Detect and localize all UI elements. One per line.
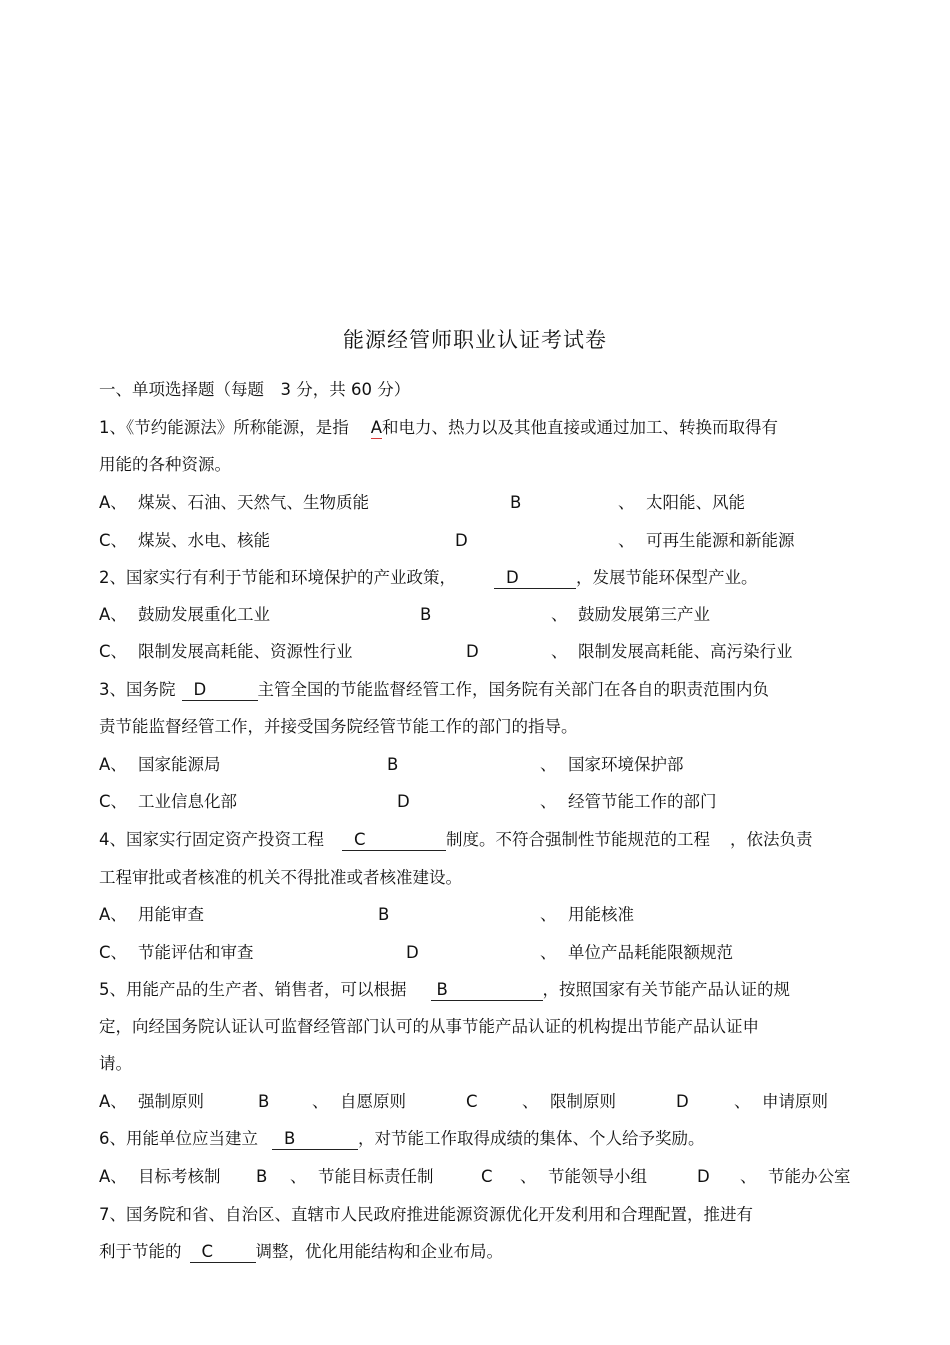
option-label: D (397, 792, 410, 811)
answer-blank: C (342, 829, 446, 851)
option-text: 节能办公室 (768, 1167, 851, 1186)
question-3-line-2: 责节能监督经管工作，并接受国务院经管节能工作的部门的指导。 (99, 717, 578, 736)
option-separator: 、 (551, 605, 568, 624)
option-text: 节能领导小组 (548, 1167, 647, 1186)
option-label: C (466, 1092, 478, 1111)
option-label: D (676, 1092, 689, 1111)
option-label: C (481, 1167, 493, 1186)
option-label: D (466, 642, 479, 661)
option-label: A、 (99, 755, 127, 774)
option-label: B (256, 1167, 268, 1186)
answer-blank: D (182, 679, 258, 701)
question-5-line-1: 5、用能产品的生产者、销售者，可以根据 B ，按照国家有关节能产品认证的规 (99, 980, 790, 999)
option-separator: 、 (540, 792, 557, 811)
option-separator: 、 (618, 493, 635, 512)
option-text: 限制发展高耗能、高污染行业 (578, 642, 793, 661)
option-separator: 、 (740, 1167, 757, 1186)
option-text: 国家环境保护部 (568, 755, 684, 774)
option-label: C、 (99, 792, 128, 811)
question-5-line-2: 定，向经国务院认证认可监督经管部门认可的从事节能产品认证的机构提出节能产品认证申 (99, 1017, 759, 1036)
question-5-line-3: 请。 (99, 1054, 132, 1073)
option-separator: 、 (312, 1092, 329, 1111)
option-label: C、 (99, 943, 128, 962)
option-text: 限制发展高耗能、资源性行业 (138, 642, 353, 661)
option-text: 自愿原则 (340, 1092, 406, 1111)
option-separator: 、 (540, 905, 557, 924)
question-2-line-1: 2、国家实行有利于节能和环境保护的产业政策， D ，发展节能环保型产业。 (99, 568, 758, 587)
option-label: B (510, 493, 522, 512)
question-4-line-2: 工程审批或者核准的机关不得批准或者核准建设。 (99, 868, 462, 887)
option-label: B (420, 605, 432, 624)
option-text: 煤炭、石油、天然气、生物质能 (138, 493, 369, 512)
option-text: 强制原则 (138, 1092, 204, 1111)
option-label: A、 (99, 1092, 127, 1111)
option-text: 节能目标责任制 (318, 1167, 434, 1186)
question-1-line-2: 用能的各种资源。 (99, 455, 231, 474)
option-text: 节能评估和审查 (138, 943, 254, 962)
question-7-line-1: 7、国务院和省、自治区、直辖市人民政府推进能源资源优化开发利用和合理配置，推进有 (99, 1205, 753, 1224)
option-separator: 、 (618, 531, 635, 550)
page-title: 能源经管师职业认证考试卷 (343, 328, 607, 352)
option-label: A、 (99, 605, 127, 624)
option-separator: 、 (520, 1167, 537, 1186)
option-label: A、 (99, 1167, 127, 1186)
option-label: A、 (99, 905, 127, 924)
option-label: B (387, 755, 399, 774)
question-4-line-1: 4、国家实行固定资产投资工程 C 制度。不符合强制性节能规范的工程 ，依法负责 (99, 830, 813, 849)
option-text: 申请原则 (762, 1092, 828, 1111)
question-1-line-1: 1、《节约能源法》所称能源，是指 A和电力、热力以及其他直接或通过加工、转换而取得有 (99, 418, 779, 437)
option-text: 鼓励发展第三产业 (578, 605, 710, 624)
option-text: 鼓励发展重化工业 (138, 605, 270, 624)
option-text: 单位产品耗能限额规范 (568, 943, 733, 962)
option-separator: 、 (734, 1092, 751, 1111)
option-label: B (378, 905, 390, 924)
option-separator: 、 (522, 1092, 539, 1111)
option-label: D (697, 1167, 710, 1186)
option-text: 煤炭、水电、核能 (138, 531, 270, 550)
option-label: D (406, 943, 419, 962)
answer-blank: A (370, 418, 383, 437)
question-6-line-1: 6、用能单位应当建立 B ，对节能工作取得成绩的集体、个人给予奖励。 (99, 1129, 705, 1148)
option-separator: 、 (540, 943, 557, 962)
option-text: 工业信息化部 (138, 792, 237, 811)
answer-blank: D (494, 567, 576, 589)
option-text: 可再生能源和新能源 (646, 531, 795, 550)
option-label: C、 (99, 531, 128, 550)
option-text: 用能核准 (568, 905, 634, 924)
option-label: D (455, 531, 468, 550)
option-text: 用能审查 (138, 905, 204, 924)
option-separator: 、 (551, 642, 568, 661)
option-separator: 、 (290, 1167, 307, 1186)
question-7-line-2: 利于节能的 C 调整，优化用能结构和企业布局。 (99, 1242, 503, 1261)
answer-blank: B (272, 1128, 358, 1150)
option-text: 太阳能、风能 (646, 493, 745, 512)
option-label: B (258, 1092, 270, 1111)
answer-blank: C (190, 1241, 256, 1263)
option-text: 限制原则 (550, 1092, 616, 1111)
option-separator: 、 (540, 755, 557, 774)
question-3-line-1: 3、国务院 D 主管全国的节能监督经管工作，国务院有关部门在各自的职责范围内负 (99, 680, 769, 699)
section-heading: 一、单项选择题（每题 3 分，共 60 分） (99, 380, 411, 399)
option-text: 目标考核制 (138, 1167, 221, 1186)
option-label: C、 (99, 642, 128, 661)
option-text: 经管节能工作的部门 (568, 792, 717, 811)
option-text: 国家能源局 (138, 755, 221, 774)
answer-blank: B (431, 979, 543, 1001)
option-label: A、 (99, 493, 127, 512)
